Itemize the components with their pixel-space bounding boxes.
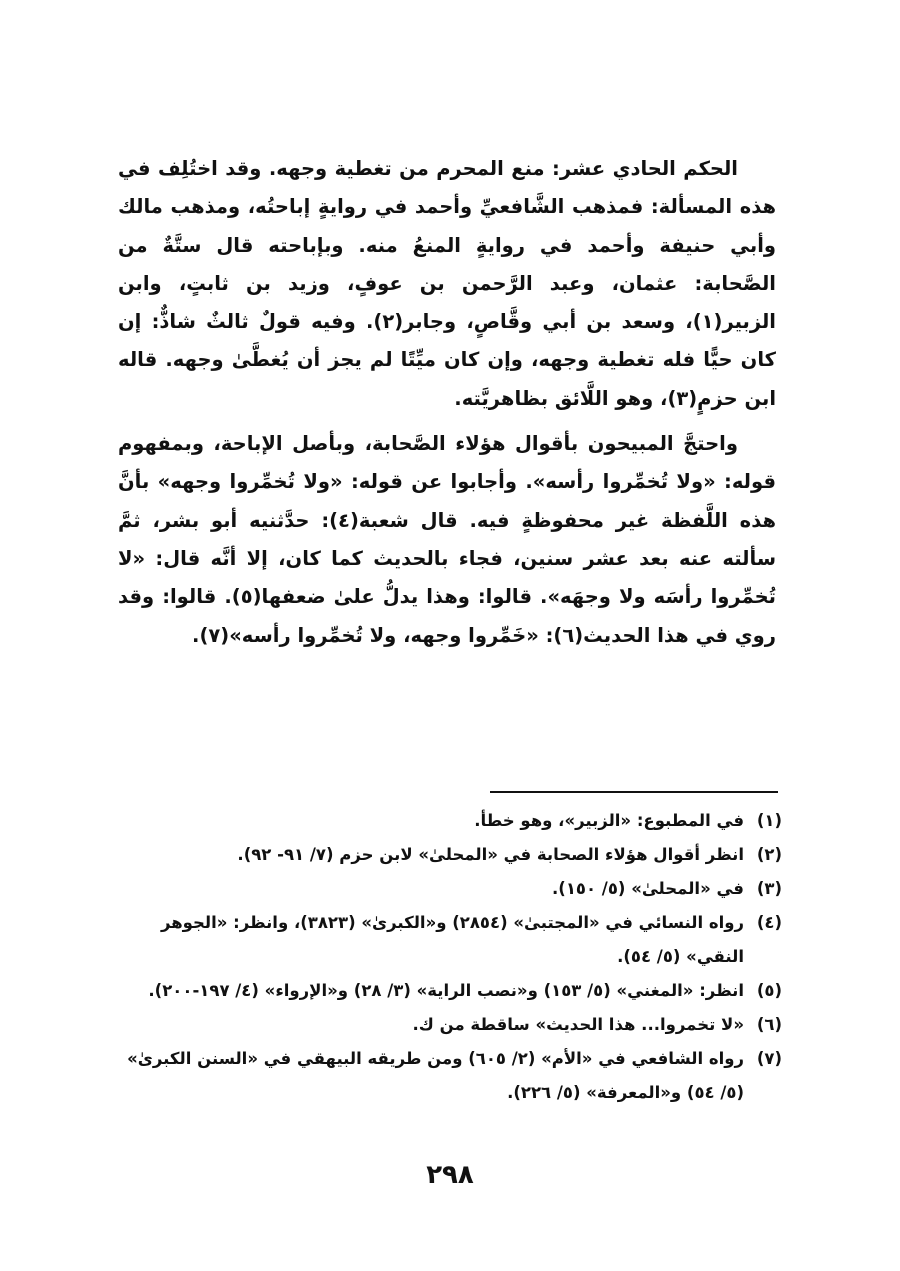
footnote-number: (٢) [756, 845, 782, 864]
footnote-text: في «المحلىٰ» (٥/ ١٥٠). [552, 879, 744, 898]
footnote-number: (٦) [756, 1015, 782, 1034]
footnote-2 [112, 838, 782, 872]
main-text [118, 150, 776, 655]
footnote-4 [112, 906, 782, 974]
footnote-number: (٣) [756, 879, 782, 898]
footnote-number: (١) [756, 811, 782, 830]
footnote-1 [112, 804, 782, 838]
footnote-number: (٤) [756, 913, 782, 932]
footnotes [112, 804, 782, 1110]
footnote-separator [490, 791, 778, 793]
footnote-text: رواه الشافعي في «الأم» (٢/ ٦٠٥) ومن طريقه البيهقي في «السنن الكبرىٰ» (٥/ ٥٤) و«المعرفة» (٥/ ٢٢٦). [127, 1049, 744, 1102]
footnote-7 [112, 1042, 782, 1110]
footnote-text: انظر أقوال هؤلاء الصحابة في «المحلىٰ» لابن حزم (٧/ ٩١- ٩٢). [237, 845, 744, 864]
footnote-number: (٧) [756, 1049, 782, 1068]
footnote-text: انظر: «المغني» (٥/ ١٥٣) و«نصب الراية» (٣/ ٢٨) و«الإرواء» (٤/ ١٩٧-٢٠٠). [148, 981, 744, 1000]
paragraph-1: الحكم الحادي عشر: منع المحرم من تغطية وجهه. وقد اختُلِف في هذه المسألة: فمذهب الشَّافعيِّ وأحمد في روايةٍ إباحتُه، ومذهب مالك وأبي حنيفة وأحمد في روايةٍ المنعُ منه. وبإباحته قال ستَّةٌ من الصَّحابة: عثمان، وعبد الرَّحمن بن عوفٍ، وزيد بن ثابتٍ، وابن الزبير(١)، وسعد بن أبي وقَّاصٍ، وجابر(٢). وفيه قولٌ ثالثٌ شاذٌّ: إن كان حيًّا فله تغطية وجهه، وإن كان ميِّتًا لم يجز أن يُغطَّىٰ وجهه. قاله ابن حزمٍ(٣)، وهو اللَّائق بظاهريَّته. [118, 157, 776, 410]
footnote-3 [112, 872, 782, 906]
paragraph-2: واحتجَّ المبيحون بأقوال هؤلاء الصَّحابة، وبأصل الإباحة، وبمفهوم قوله: «ولا تُخمِّروا رأسه». وأجابوا عن قوله: «ولا تُخمِّروا وجهه» بأنَّ هذه اللَّفظة غير محفوظةٍ فيه. قال شعبة(٤): حدَّثنيه أبو بشر، ثمَّ سألته عنه بعد عشر سنين، فجاء بالحديث كما كان، إلا أنَّه قال: «لا تُخمِّروا رأسَه ولا وجهَه». قالوا: وهذا يدلُّ علىٰ ضعفها(٥). قالوا: وقد روي في هذا الحديث(٦): «خَمِّروا وجهه، ولا تُخمِّروا رأسه»(٧). [118, 432, 776, 647]
footnote-6 [112, 1008, 782, 1042]
page-number: ٢٩٨ [426, 1160, 474, 1190]
footnote-text: في المطبوع: «الزبير»، وهو خطأ. [474, 811, 744, 830]
footnote-text: «لا تخمروا... هذا الحديث» ساقطة من ك. [412, 1015, 744, 1034]
footnote-5 [112, 974, 782, 1008]
footnote-text: رواه النسائي في «المجتبىٰ» (٢٨٥٤) و«الكبرىٰ» (٣٨٢٣)، وانظر: «الجوهر النقي» (٥/ ٥٤). [160, 913, 744, 966]
footnote-number: (٥) [756, 981, 782, 1000]
